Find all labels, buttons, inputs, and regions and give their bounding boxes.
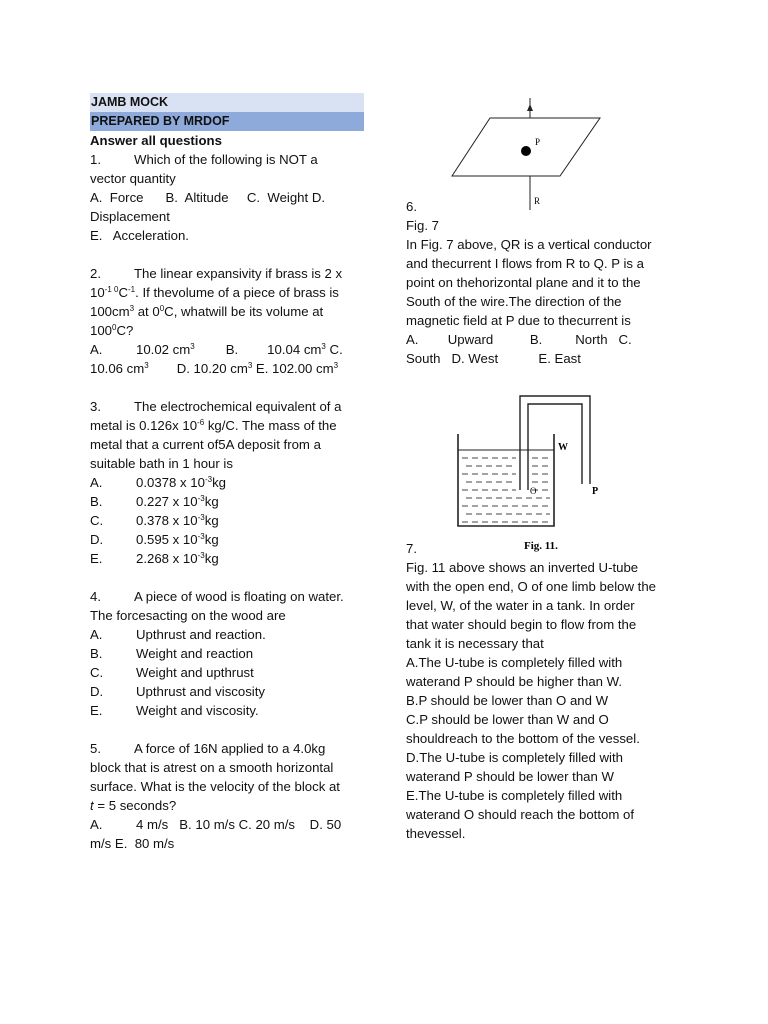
question-5	[90, 739, 364, 853]
q6-line-3: point on thehorizontal plane and it to the	[406, 275, 641, 290]
q7-number: 7.	[406, 541, 417, 556]
q1-text-a: Which of the following is NOT a	[134, 152, 318, 167]
q4-option-e: E. Weight and viscosity.	[90, 703, 259, 718]
q3-text-1: The electrochemical equivalent of a	[134, 399, 342, 414]
q7-line-9: C.P should be lower than W and O	[406, 712, 609, 727]
q1-text-b: vector quantity	[90, 171, 176, 186]
q3-option-d: D. 0.595 x $10^{-3}kg$	[90, 532, 219, 547]
q7-line-8: B.P should be lower than O and W	[406, 693, 609, 708]
question-2	[90, 264, 364, 378]
q7-line-1: Fig. 11 above shows an inverted U-tube	[406, 560, 639, 575]
q7-line-3: level, W, of the water in a tank. In order	[406, 598, 635, 613]
right-column-q7	[406, 539, 686, 843]
q7-line-14: waterand O should reach the bottom of	[406, 807, 634, 822]
arrow-up-icon	[527, 104, 533, 111]
prepared-by: PREPARED BY MRDOF	[90, 112, 364, 131]
q5-text-2: block that is atrest on a smooth horizontal	[90, 760, 334, 775]
q4-option-c: C. Weight and upthrust	[90, 665, 254, 680]
q6-line-1: In Fig. 7 above, QR is a vertical conductor	[406, 237, 652, 252]
q7-line-6: A.The U-tube is completely filled with	[406, 655, 623, 670]
q7-line-11: D.The U-tube is completely filled with	[406, 750, 623, 765]
q2-options-1: A. 10.02 $cm^3$ B. 10.04 $cm^3$ C.	[90, 342, 343, 357]
q3-option-c: C. 0.378 x $10^{-3}kg$	[90, 513, 219, 528]
q7-line-10: shouldreach to the bottom of the vessel.	[406, 731, 640, 746]
q4-text-2: The forcesacting on the wood are	[90, 608, 286, 623]
q4-text-1: A piece of wood is floating on water.	[134, 589, 344, 604]
q6-line-4: South of the wire.The direction of the	[406, 294, 622, 309]
q2-text-1: The linear expansivity if brass is 2 x	[134, 266, 343, 281]
q6-line-5: magnetic field at P due to thecurrent is	[406, 313, 631, 328]
q6-fig-ref: Fig. 7	[406, 218, 439, 233]
tank	[458, 434, 554, 526]
q7-line-15: thevessel.	[406, 826, 466, 841]
q6-line-2: and thecurrent I flows from R to Q. P is a	[406, 256, 644, 271]
q3-option-b: B. 0.227 x $10^{-3}kg$	[90, 494, 219, 509]
q1-options-3: E. Acceleration.	[90, 228, 189, 243]
q7-line-5: tank it is necessary that	[406, 636, 544, 651]
figure-11-diagram	[452, 392, 612, 554]
point-p-dot	[521, 146, 531, 156]
q2-number: 2.	[90, 266, 101, 281]
q5-text-3: surface. What is the velocity of the block at	[90, 779, 340, 794]
q6-options-2: South D. West E. East	[406, 351, 581, 366]
q4-option-a: A. Upthrust and reaction.	[90, 627, 266, 642]
u-tube-inner	[528, 404, 582, 490]
right-column-q6	[406, 197, 686, 368]
q3-option-a: A. 0.0378 x $10^{-3}kg$	[90, 475, 226, 490]
label-r: R	[534, 196, 541, 206]
q7-line-12: waterand P should be lower than W	[406, 769, 614, 784]
q1-number: 1.	[90, 152, 101, 167]
q2-text-2: $10^{-1}$ $^0C^{-1}$. If thevolume of a piece of brass is	[90, 285, 339, 300]
q1-options-2: Displacement	[90, 209, 170, 224]
left-column	[90, 93, 364, 853]
q7-line-4: that water should begin to flow from the	[406, 617, 637, 632]
title-jamb-mock: JAMB MOCK	[90, 93, 364, 112]
q1-options-1: A. Force B. Altitude C. Weight D.	[90, 190, 326, 205]
water-hatching	[462, 458, 550, 522]
q6-number: 6.	[406, 199, 417, 214]
fig-11-caption: Fig. 11.	[524, 540, 558, 552]
q5-options-2: m/s E. 80 m/s	[90, 836, 175, 851]
q7-line-2: with the open end, O of one limb below the	[406, 579, 656, 594]
q5-options-1: A. 4 m/s B. 10 m/s C. 20 m/s D. 50	[90, 817, 342, 832]
q3-text-2: metal is 0.126x $10^{-6}$ kg/C. The mass of the	[90, 418, 337, 433]
q3-text-4: suitable bath in 1 hour is	[90, 456, 233, 471]
question-1	[90, 150, 364, 245]
label-p: P	[535, 137, 541, 147]
q4-option-b: B. Weight and reaction	[90, 646, 254, 661]
instructions: Answer all questions	[90, 133, 222, 148]
q5-number: 5.	[90, 741, 101, 756]
q5-text-1: A force of 16N applied to a 4.0kg	[134, 741, 326, 756]
question-3	[90, 397, 364, 568]
q2-text-3: $100cm^3$ at $0^0C$, whatwill be its volume at	[90, 304, 324, 319]
q3-text-3: metal that a current of5A deposit from a	[90, 437, 321, 452]
q7-line-13: E.The U-tube is completely filled with	[406, 788, 623, 803]
question-4	[90, 587, 364, 720]
u-tube-outer	[520, 396, 590, 490]
q5-text-4: t = 5 seconds?	[90, 798, 177, 813]
figure-11	[452, 392, 612, 554]
q3-option-e: E. 2.268 x $10^{-3}kg$	[90, 551, 219, 566]
q2-text-4: $100^0C$?	[90, 323, 134, 338]
q4-number: 4.	[90, 589, 101, 604]
label-o: O	[530, 486, 537, 496]
label-w: W	[558, 442, 568, 453]
q4-option-d: D. Upthrust and viscosity	[90, 684, 265, 699]
label-p-fig11: P	[592, 486, 599, 497]
q3-number: 3.	[90, 399, 101, 414]
q7-line-7: waterand P should be higher than W.	[406, 674, 623, 689]
q2-options-2: 10.06 $cm^3$ D. 10.20 $cm^3$ E. 102.00 $cm^3$	[90, 361, 339, 376]
q6-options-1: A. Upward B. North C.	[406, 332, 632, 347]
